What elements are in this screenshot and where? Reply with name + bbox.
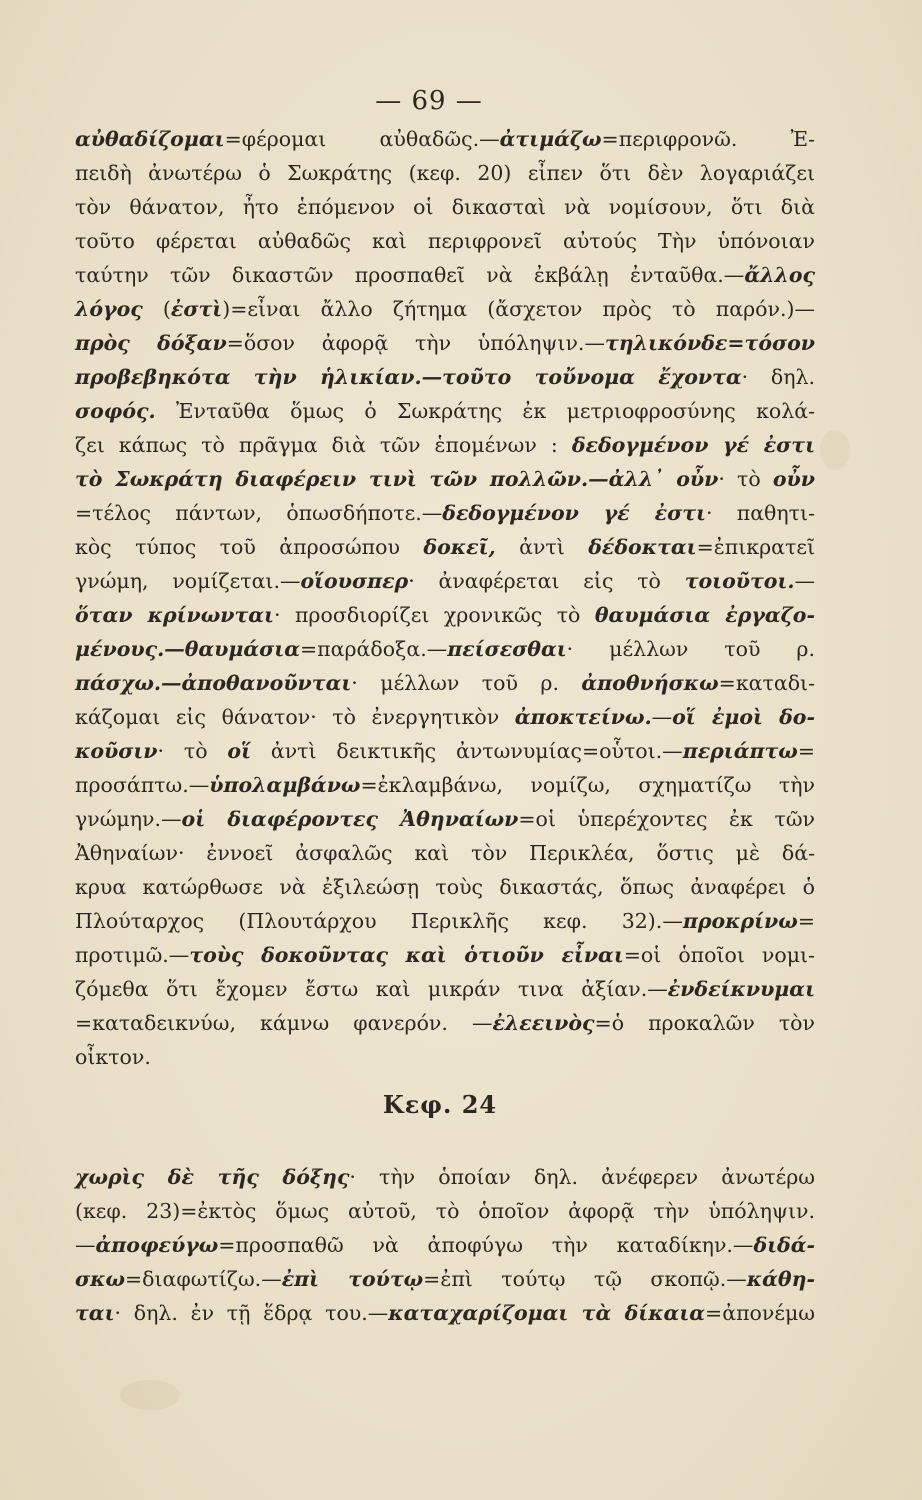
line-text: προσάπτω.— <box>75 773 210 797</box>
text-line <box>75 1262 815 1296</box>
text-line <box>75 394 815 428</box>
text-line <box>75 836 815 870</box>
chapter-heading: Κεφ. 24 <box>382 1090 498 1119</box>
line-text: πειδὴ ἀνωτέρω ὁ Σωκράτης (κεφ. 20) εἶπεν ὅτι δὲν λογαριάζει <box>75 161 815 185</box>
glossary-paragraph-1 <box>75 122 815 1074</box>
glossary-term: ἐστὶ <box>170 297 223 321</box>
text-line <box>75 700 815 734</box>
paper-stain <box>120 1380 180 1410</box>
glossary-term: χωρὶς δὲ τῆς δόξης <box>75 1165 350 1189</box>
line-text: κάζομαι εἰς θάνατον· τὸ ἐνεργητικὸν <box>75 705 515 729</box>
glossary-term: προβεβηκότα τὴν ἡλικίαν.—τοῦτο τοὔνομα ἔχοντα <box>75 365 742 389</box>
line-text: = <box>797 909 815 933</box>
line-text: Ἐνταῦθα ὅμως ὁ Σωκράτης ἐκ μετριοφροσύνης κολά- <box>155 399 815 423</box>
text-line <box>75 904 815 938</box>
glossary-term: ἀποφεύγω <box>95 1233 219 1257</box>
glossary-term: τοιοῦτοι. <box>684 569 795 593</box>
line-text: γνώμη, νομίζεται.— <box>75 569 301 593</box>
line-text: γνώμην.— <box>75 807 182 831</box>
line-text: ζει κάπως τὸ πρᾶγμα διὰ τῶν ἑπομένων : <box>75 433 572 457</box>
line-text: Ἀθηναίων· ἐννοεῖ ἀσφαλῶς καὶ τὸν Περικλέα, ὅστις μὲ δά- <box>75 841 815 865</box>
text-line <box>75 972 815 1006</box>
line-text: =οἱ ὑπερέχοντες ἐκ τῶν <box>518 807 815 831</box>
text-line <box>75 768 815 802</box>
line-text: =καταδι- <box>718 671 815 695</box>
line-text: — <box>794 569 815 593</box>
glossary-term: δέδοκται <box>588 535 697 559</box>
glossary-term: ἐπὶ τούτῳ <box>281 1267 424 1291</box>
text-line <box>75 802 815 836</box>
glossary-term: λόγος <box>75 297 143 321</box>
glossary-term: ἄλλος <box>744 263 815 287</box>
line-text: =καταδεικνύω, κάμνω φανερόν. — <box>75 1011 493 1035</box>
text-line <box>75 870 815 904</box>
text-line <box>75 1228 815 1262</box>
glossary-term: ται <box>75 1301 115 1325</box>
line-text: προτιμῶ.— <box>75 943 190 967</box>
glossary-term: περιάπτω <box>682 739 798 763</box>
text-line <box>75 462 815 496</box>
glossary-term: τηλικόνδε=τόσον <box>604 331 815 355</box>
line-text: = <box>797 739 815 763</box>
line-text: · τὴν ὁποίαν δηλ. ἀνέφερεν ἀνωτέρω <box>349 1165 815 1189</box>
glossary-term: πείσεσθαι <box>447 637 567 661</box>
line-text: =παράδοξα.— <box>299 637 448 661</box>
line-text: )=εἶναι ἄλλο ζήτημα (ἄσχετον πρὸς τὸ παρόν.)— <box>222 297 815 321</box>
line-text: =ἐπὶ τούτῳ τῷ σκοπῷ.— <box>423 1267 747 1291</box>
line-text: τὸν θάνατον, ἦτο ἑπόμενον οἱ δικασταὶ νὰ νομίσουν, ὅτι διὰ <box>75 195 815 219</box>
line-text: =φέρομαι αὐθαδῶς.— <box>224 127 500 151</box>
text-line <box>75 1160 815 1194</box>
glossary-term: κοῦσιν <box>75 739 158 763</box>
glossary-term: θαυμάσια ἐργαζο- <box>594 603 815 627</box>
text-line <box>75 326 815 360</box>
line-text: · δηλ. <box>741 365 815 389</box>
glossary-term: οἵουσπερ <box>300 569 409 593</box>
text-line <box>75 1040 815 1074</box>
glossary-term: προκρίνω <box>682 909 798 933</box>
text-line <box>75 224 815 258</box>
glossary-term: ὅταν κρίνωνται <box>75 603 274 627</box>
line-text: =ἀπονέμω <box>705 1301 816 1325</box>
text-line <box>75 360 815 394</box>
glossary-term: οἵ <box>227 739 252 763</box>
text-line <box>75 292 815 326</box>
line-text: · μέλλων τοῦ ρ. <box>351 671 582 695</box>
glossary-term: ἀποθνήσκω <box>581 671 719 695</box>
line-text: ( <box>142 297 171 321</box>
glossary-term: οἵ ἐμοὶ δο- <box>672 705 815 729</box>
glossary-term: δοκεῖ, <box>423 535 496 559</box>
line-text: =ὅσον ἀφορᾷ τὴν ὑπόληψιν.— <box>226 331 605 355</box>
glossary-term: διδά- <box>753 1233 815 1257</box>
text-line <box>75 156 815 190</box>
text-line <box>75 632 815 666</box>
text-line <box>75 530 815 564</box>
glossary-term: ἐνδείκνυμαι <box>667 977 815 1001</box>
glossary-term: σοφός. <box>75 399 156 423</box>
line-text: ταύτην τῶν δικαστῶν προσπαθεῖ νὰ ἐκβάλῃ ἐνταῦθα.— <box>75 263 745 287</box>
line-text: · ἀναφέρεται εἰς τὸ <box>408 569 685 593</box>
glossary-term: οἱ διαφέροντες Ἀθηναίων <box>181 807 519 831</box>
line-text: =περιφρονῶ. Ἐ- <box>601 127 815 151</box>
glossary-term: ἀτιμάζω <box>499 127 602 151</box>
line-text: οἶκτον. <box>75 1045 151 1069</box>
line-text: ἀντὶ δεικτικῆς ἀντωνυμίας=οὗτοι.— <box>251 739 683 763</box>
text-line <box>75 1006 815 1040</box>
line-text: ἀντὶ <box>495 535 589 559</box>
line-text: · μέλλων τοῦ ρ. <box>566 637 815 661</box>
line-text: =οἱ ὁποῖοι νομι- <box>623 943 815 967</box>
glossary-term: πάσχω.—ἀποθανοῦνται <box>75 671 352 695</box>
glossary-term: ὑπολαμβάνω <box>209 773 361 797</box>
line-text: ζόμεθα ὅτι ἔχομεν ἔστω καὶ μικράν τινα ἀξίαν.— <box>75 977 668 1001</box>
glossary-term: μένους.—θαυμάσια <box>75 637 300 661</box>
line-text: · προσδιορίζει χρονικῶς τὸ <box>273 603 595 627</box>
page-number: — 69 — <box>375 86 483 116</box>
glossary-term: πρὸς δόξαν <box>75 331 227 355</box>
line-text: · δηλ. ἐν τῇ ἕδρᾳ του.— <box>114 1301 389 1325</box>
line-text: κὸς τύπος τοῦ ἀπροσώπου <box>75 535 424 559</box>
text-line <box>75 428 815 462</box>
text-line <box>75 190 815 224</box>
text-line <box>75 938 815 972</box>
glossary-term: καταχαρίζομαι τὰ δίκαια <box>388 1301 706 1325</box>
line-text: =ἐκλαμβάνω, νομίζω, σχηματίζω τὴν <box>360 773 815 797</box>
glossary-term: τοὺς δοκοῦντας καὶ ὁτιοῦν εἶναι <box>189 943 624 967</box>
glossary-term: οὖν <box>772 467 815 491</box>
line-text: · τὸ <box>157 739 228 763</box>
text-line <box>75 122 815 156</box>
glossary-term: ἐλεεινὸς <box>492 1011 595 1035</box>
line-text: (κεφ. 23)=ἐκτὸς ὅμως αὐτοῦ, τὸ ὁποῖον ἀφορᾷ τὴν ὑπόληψιν. <box>75 1199 815 1223</box>
glossary-term: δεδογμένον γέ ἐστι <box>571 433 815 457</box>
text-line <box>75 1194 815 1228</box>
line-text: τοῦτο φέρεται αὐθαδῶς καὶ περιφρονεῖ αὐτούς Τὴν ὑπόνοιαν <box>75 229 815 253</box>
line-text: — <box>651 705 673 729</box>
glossary-term: κάθη- <box>746 1267 815 1291</box>
text-line <box>75 666 815 700</box>
line-text: =τέλος πάντων, ὁπωσδήποτε.— <box>75 501 443 525</box>
line-text: κρυα κατώρθωσε νὰ ἐξιλεώσῃ τοὺς δικαστάς, ὅπως ἀναφέρει ὁ <box>75 875 815 899</box>
line-text: · τὸ <box>718 467 773 491</box>
line-text: =προσπαθῶ νὰ ἀποφύγω τὴν καταδίκην.— <box>218 1233 754 1257</box>
glossary-term: σκω <box>75 1267 125 1291</box>
text-line <box>75 734 815 768</box>
line-text: · παθητι- <box>705 501 815 525</box>
text-line <box>75 496 815 530</box>
line-text: Πλούταρχος (Πλουτάρχου Περικλῆς κεφ. 32).— <box>75 909 683 933</box>
line-text: — <box>75 1233 96 1257</box>
paper-stain <box>820 430 850 470</box>
line-text: =ὁ προκαλῶν τὸν <box>594 1011 815 1035</box>
line-text: =ἐπικρατεῖ <box>696 535 815 559</box>
text-line <box>75 564 815 598</box>
glossary-term: τὸ Σωκράτη διαφέρειν τινὶ τῶν πολλῶν.—ἀλλ᾽ οὖν <box>75 467 719 491</box>
line-text: =διαφωτίζω.— <box>125 1267 282 1291</box>
text-line <box>75 258 815 292</box>
glossary-paragraph-2 <box>75 1160 815 1330</box>
glossary-term: ἀποκτείνω. <box>514 705 652 729</box>
glossary-term: αὐθαδίζομαι <box>75 127 225 151</box>
text-line <box>75 598 815 632</box>
text-line <box>75 1296 815 1330</box>
glossary-term: δεδογμένον γέ ἐστι <box>442 501 706 525</box>
